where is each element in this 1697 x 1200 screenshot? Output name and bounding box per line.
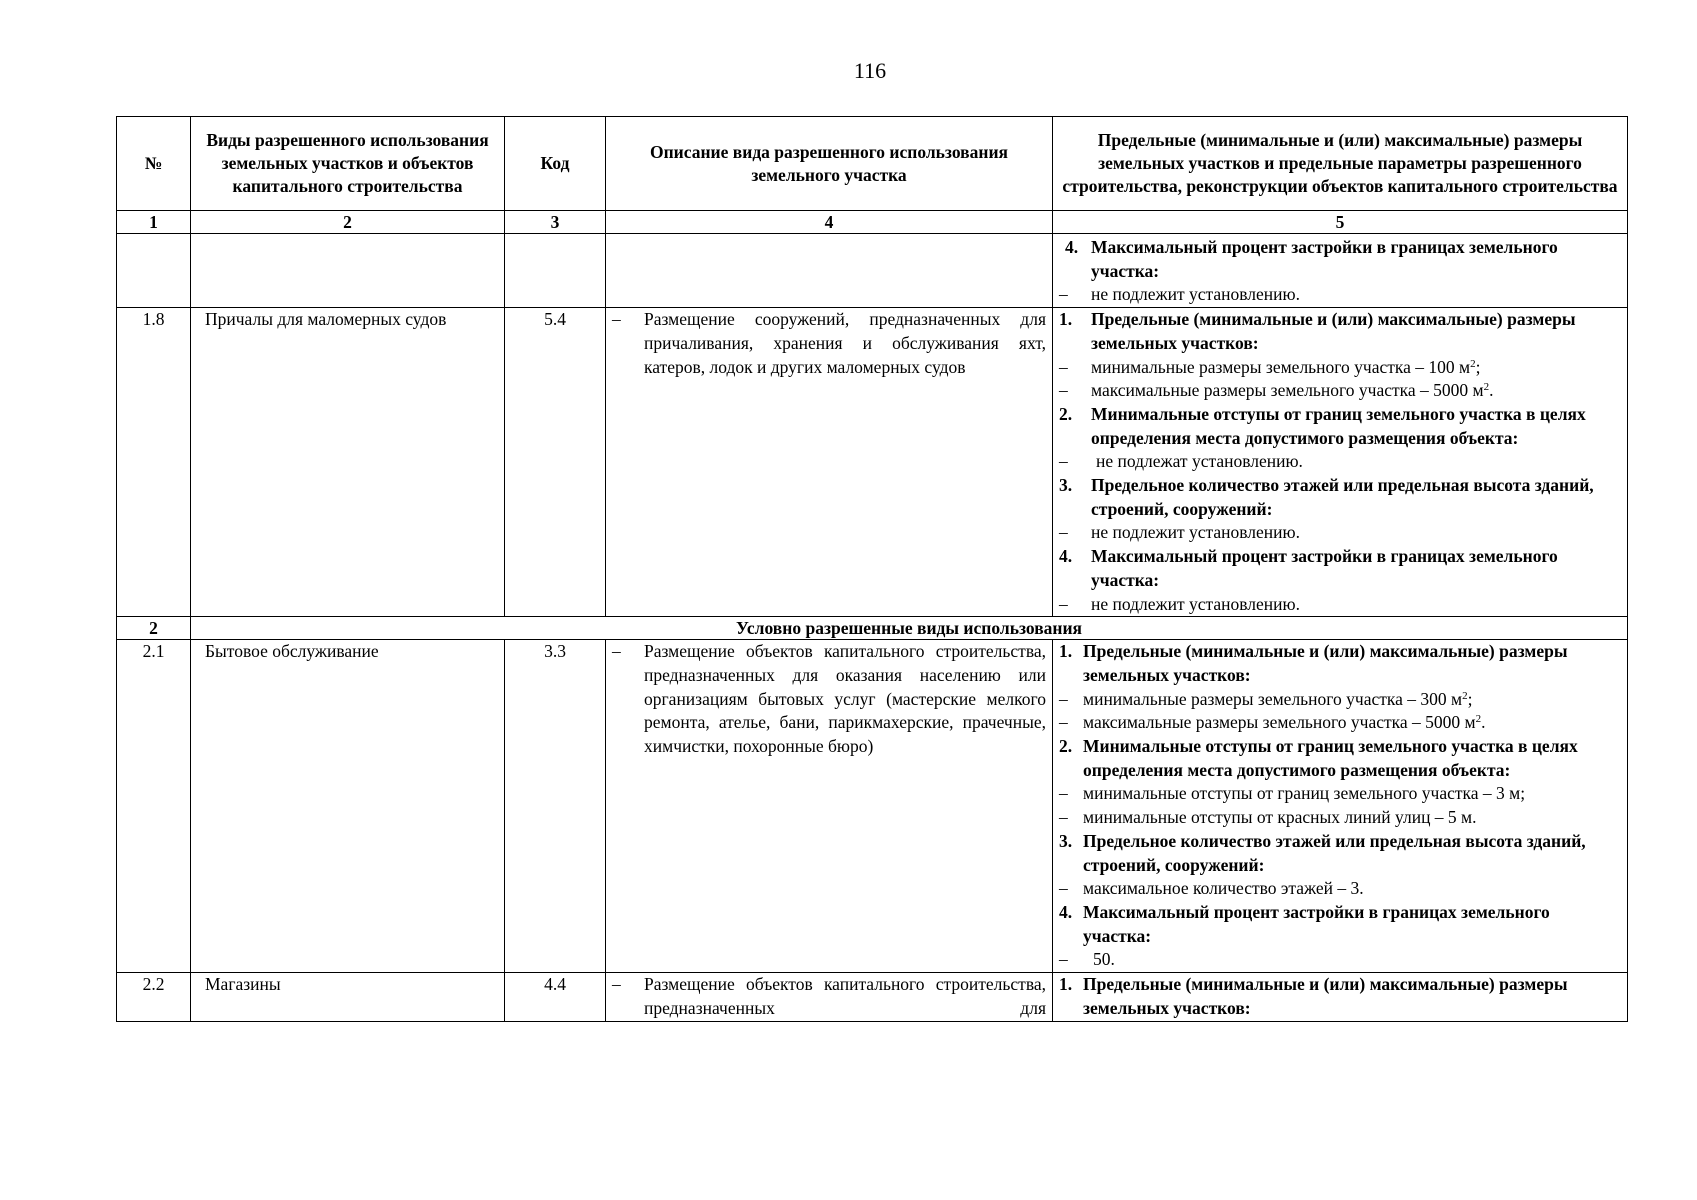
header-description: Описание вида разрешенного использования земельного участка	[606, 117, 1053, 211]
header-number: №	[117, 117, 191, 211]
use-type-name: Магазины	[191, 973, 505, 1021]
column-number: 5	[1053, 211, 1628, 234]
description-cell: – Размещение объектов капитального строительства, предназначенных для	[606, 973, 1053, 1021]
params-cell: 1. Предельные (минимальные и (или) максимальные) размеры земельных участков: – минимальные размеры земельного участка – 300 $м^2$; – максимальные размеры земельного участка – 5000 $м^2$. 2. Минимальные отступы от границ земельного участка в целях определения места допустимого размещения объекта: – минимальные отступы от границ земельного участка – 3 м; – минимальные отступы от красных линий улиц – 5 м. 3. Предельное количество этажей или предельная высота зданий, строений, сооружений: – максимальное количество этажей – 3. 4. Максимальный процент застройки в границах земельного участка: – 50.	[1053, 640, 1628, 973]
params-cell: 1. Предельные (минимальные и (или) максимальные) размеры земельных участков: – минимальные размеры земельного участка – 100 $м^2$; – максимальные размеры земельного участка – 5000 $м^2$. 2. Минимальные отступы от границ земельного участка в целях определения места допустимого размещения объекта: – не подлежат установлению. 3. Предельное количество этажей или предельная высота зданий, строений, сооружений: – не подлежит установлению. 4. Максимальный процент застройки в границах земельного участка: – не подлежит установлению.	[1053, 308, 1628, 617]
column-number-row	[117, 211, 1628, 234]
description-cell: – Размещение объектов капитального строительства, предназначенных для оказания населению или организациям бытовых услуг (мастерские мелкого ремонта, ателье, бани, парикмахерские, прачечные, химчистки, похоронные бюро)	[606, 640, 1053, 973]
description-text: Размещение объектов капитального строительства, предназначенных для оказания населению или организациям бытовых услуг (мастерские мелкого ремонта, ателье, бани, парикмахерские, прачечные, химчистки, похоронные бюро)	[644, 641, 1046, 757]
column-number: 4	[606, 211, 1053, 234]
table-row-2-1	[117, 640, 1628, 973]
table-row-1-8	[117, 308, 1628, 617]
use-type-name: Бытовое обслуживание	[191, 640, 505, 973]
row-number: 2.2	[117, 973, 191, 1021]
params-cell: 1. Предельные (минимальные и (или) максимальные) размеры земельных участков:	[1053, 973, 1628, 1021]
column-number: 3	[505, 211, 606, 234]
column-number: 1	[117, 211, 191, 234]
use-code: 5.4	[505, 308, 606, 617]
description-text: Размещение сооружений, предназначенных для причаливания, хранения и обслуживания яхт, катеров, лодок и других маломерных судов	[644, 309, 1046, 377]
use-code: 3.3	[505, 640, 606, 973]
row-number: 2.1	[117, 640, 191, 973]
use-code: 4.4	[505, 973, 606, 1021]
params-cell	[1053, 234, 1628, 308]
section-row	[117, 617, 1628, 640]
description-cell: – Размещение сооружений, предназначенных для причаливания, хранения и обслуживания яхт, катеров, лодок и других маломерных судов	[606, 308, 1053, 617]
row-number: 1.8	[117, 308, 191, 617]
column-number: 2	[191, 211, 505, 234]
param-item: – не подлежит установлению.	[1059, 284, 1300, 305]
section-number: 2	[117, 617, 191, 640]
section-title: Условно разрешенные виды использования	[191, 617, 1628, 640]
header-use-type: Виды разрешенного использования земельных участков и объектов капитального строительства	[191, 117, 505, 211]
header-code: Код	[505, 117, 606, 211]
header-parameters: Предельные (минимальные и (или) максимальные) размеры земельных участков и предельные параметры разрешенного строительства, реконструкции объектов капитального строительства	[1053, 117, 1628, 211]
zoning-table	[116, 116, 1628, 1022]
page-number: 116	[853, 58, 887, 83]
table-header-row	[117, 117, 1628, 211]
param-item: 4. Максимальный процент застройки в границах земельного участка:	[1065, 237, 1558, 281]
description-text: Размещение объектов капитального строительства, предназначенных для	[644, 974, 1046, 1018]
use-type-name: Причалы для маломерных судов	[191, 308, 505, 617]
table-row-2-2	[117, 973, 1628, 1021]
table-row-continuation	[117, 234, 1628, 308]
